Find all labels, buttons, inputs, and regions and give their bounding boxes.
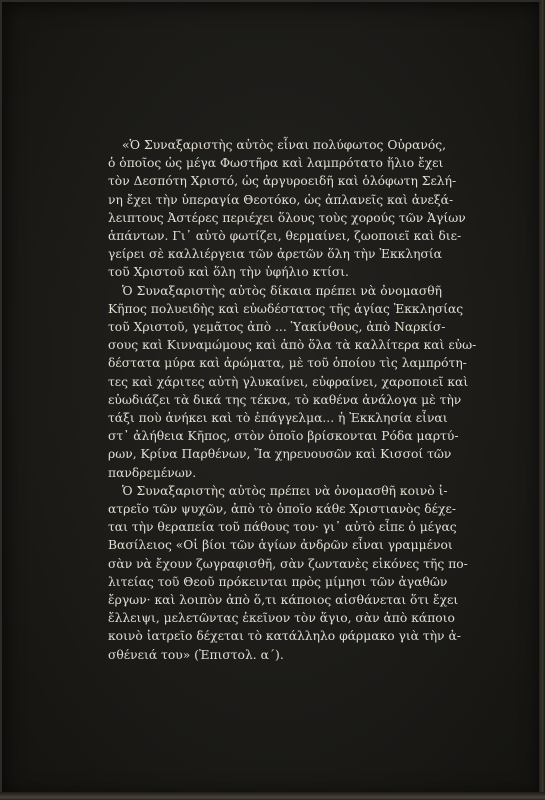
text-line: νη ἔχει τὴν ὑπεραγία Θεοτόκο, ὡς ἀπλανεῖς καὶ ἀνεξά- [108, 192, 454, 207]
text-line: τοῦ Χριστοῦ, γεμᾶτος ἀπὸ ... Ὑακίνθους, ἀπὸ Ναρκίσ- [108, 320, 446, 335]
text-line: ἔλλειψι, μελετῶντας ἐκεῖνον τὸν ἅγιο, σὰν ἀπὸ κάποιο [108, 611, 455, 626]
text-line: λιτείας τοῦ Θεοῦ πρόκεινται πρὸς μίμησι τῶν ἀγαθῶν [108, 574, 448, 589]
paragraph [108, 136, 466, 282]
text-line: στ᾽ ἀλήθεια Κῆπος, στὸν ὁποῖο βρίσκονται Ρόδα μαρτύ- [108, 429, 459, 444]
back-cover-text [108, 136, 477, 664]
text-line: Βασίλειος «Οἱ βίοι τῶν ἁγίων ἀνδρῶν εἶναι γραμμένοι [108, 538, 453, 553]
text-line: δέστατα μύρα καὶ ἀρώματα, μὲ τοῦ ὁποίου τὶς λαμπρότη- [108, 356, 467, 371]
text-line: Ὁ Συναξαριστὴς αὐτὸς πρέπει νὰ ὀνομασθῆ κοινὸ ἰ- [122, 483, 448, 498]
text-line: ἔργων· καὶ λοιπὸν ἀπὸ ὅ,τι κάποιος αἰσθάνεται ὅτι ἔχει [108, 593, 459, 608]
text-line: ὁ ὁποῖος ὡς μέγα Φωστῆρα καὶ λαμπρότατο ἥλιο ἔχει [108, 156, 444, 171]
text-line: ατρεῖο τῶν ψυχῶν, ἀπὸ τὸ ὁποῖο κάθε Χριστιανὸς δέχε- [108, 502, 457, 517]
text-line: τάξι ποὺ ἀνήκει καὶ τὸ ἐπάγγελμα... ἡ Ἐκκλησία εἶναι [108, 411, 448, 426]
paragraph [108, 282, 477, 482]
text-line: ται τὴν θεραπεία τοῦ πάθους του· γι᾽ αὐτὸ εἶπε ὁ μέγας [108, 520, 457, 535]
text-line: τὸν Δεσπότη Χριστό, ὡς ἀργυροειδῆ καὶ ὁλόφωτη Σελή- [108, 174, 457, 189]
cover-right-edge [539, 0, 545, 800]
text-line: ἁπάντων. Γι᾽ αὐτὸ φωτίζει, θερμαίνει, ζωοποιεῖ καὶ διε- [108, 229, 462, 244]
text-line: πανδρεμένων. [108, 465, 197, 480]
text-line: σθένειά του» (Ἐπιστολ. α΄). [108, 647, 284, 662]
text-line: «Ὁ Συναξαριστὴς αὐτὸς εἶναι πολύφωτος Οὐρανός, [122, 138, 447, 152]
cover-bottom-edge [0, 792, 545, 800]
text-line: τες καὶ χάριτες αὐτὴ γλυκαίνει, εὐφραίνει, χαροποιεῖ καὶ [108, 374, 469, 389]
text-line: λειπτους Ἀστέρες περιέχει ὅλους τοὺς χορούς τῶν Ἁγίων [108, 210, 466, 225]
text-line: τοῦ Χριστοῦ καὶ ὅλη τὴν ὑφήλιο κτίσι. [108, 265, 349, 280]
text-line: σὰν νὰ ἔχουν ζωγραφισθῆ, σὰν ζωντανὲς εἰκόνες τῆς πο- [108, 556, 468, 571]
text-line: σους καὶ Κινναμώμους καὶ ἀπὸ ὅλα τὰ καλλίτερα καὶ εὐω- [108, 338, 477, 353]
text-line: κοινὸ ἰατρεῖο δέχεται τὸ κατάλληλο φάρμακο γιὰ τὴν ἀ- [108, 629, 461, 644]
text-line: Ὁ Συναξαριστὴς αὐτὸς δίκαια πρέπει νὰ ὀνομασθῆ [122, 283, 442, 298]
text-line: ρων, Κρίνα Παρθένων, Ἴα χηρευουσῶν καὶ Κισσοί τῶν [108, 447, 452, 462]
text-line: Κῆπος πολυειδὴς καὶ εὐωδέστατος τῆς ἁγίας Ἐκκλησίας [108, 301, 464, 316]
text-line: εὐωδιάζει τὰ δικά της τέκνα, τὸ καθένα ἀνάλογα μὲ τὴν [108, 392, 462, 407]
text-line: γείρει σὲ καλλιέργεια τῶν ἀρετῶν ὅλη τὴν Ἐκκλησία [108, 247, 442, 262]
paragraph [108, 482, 468, 664]
